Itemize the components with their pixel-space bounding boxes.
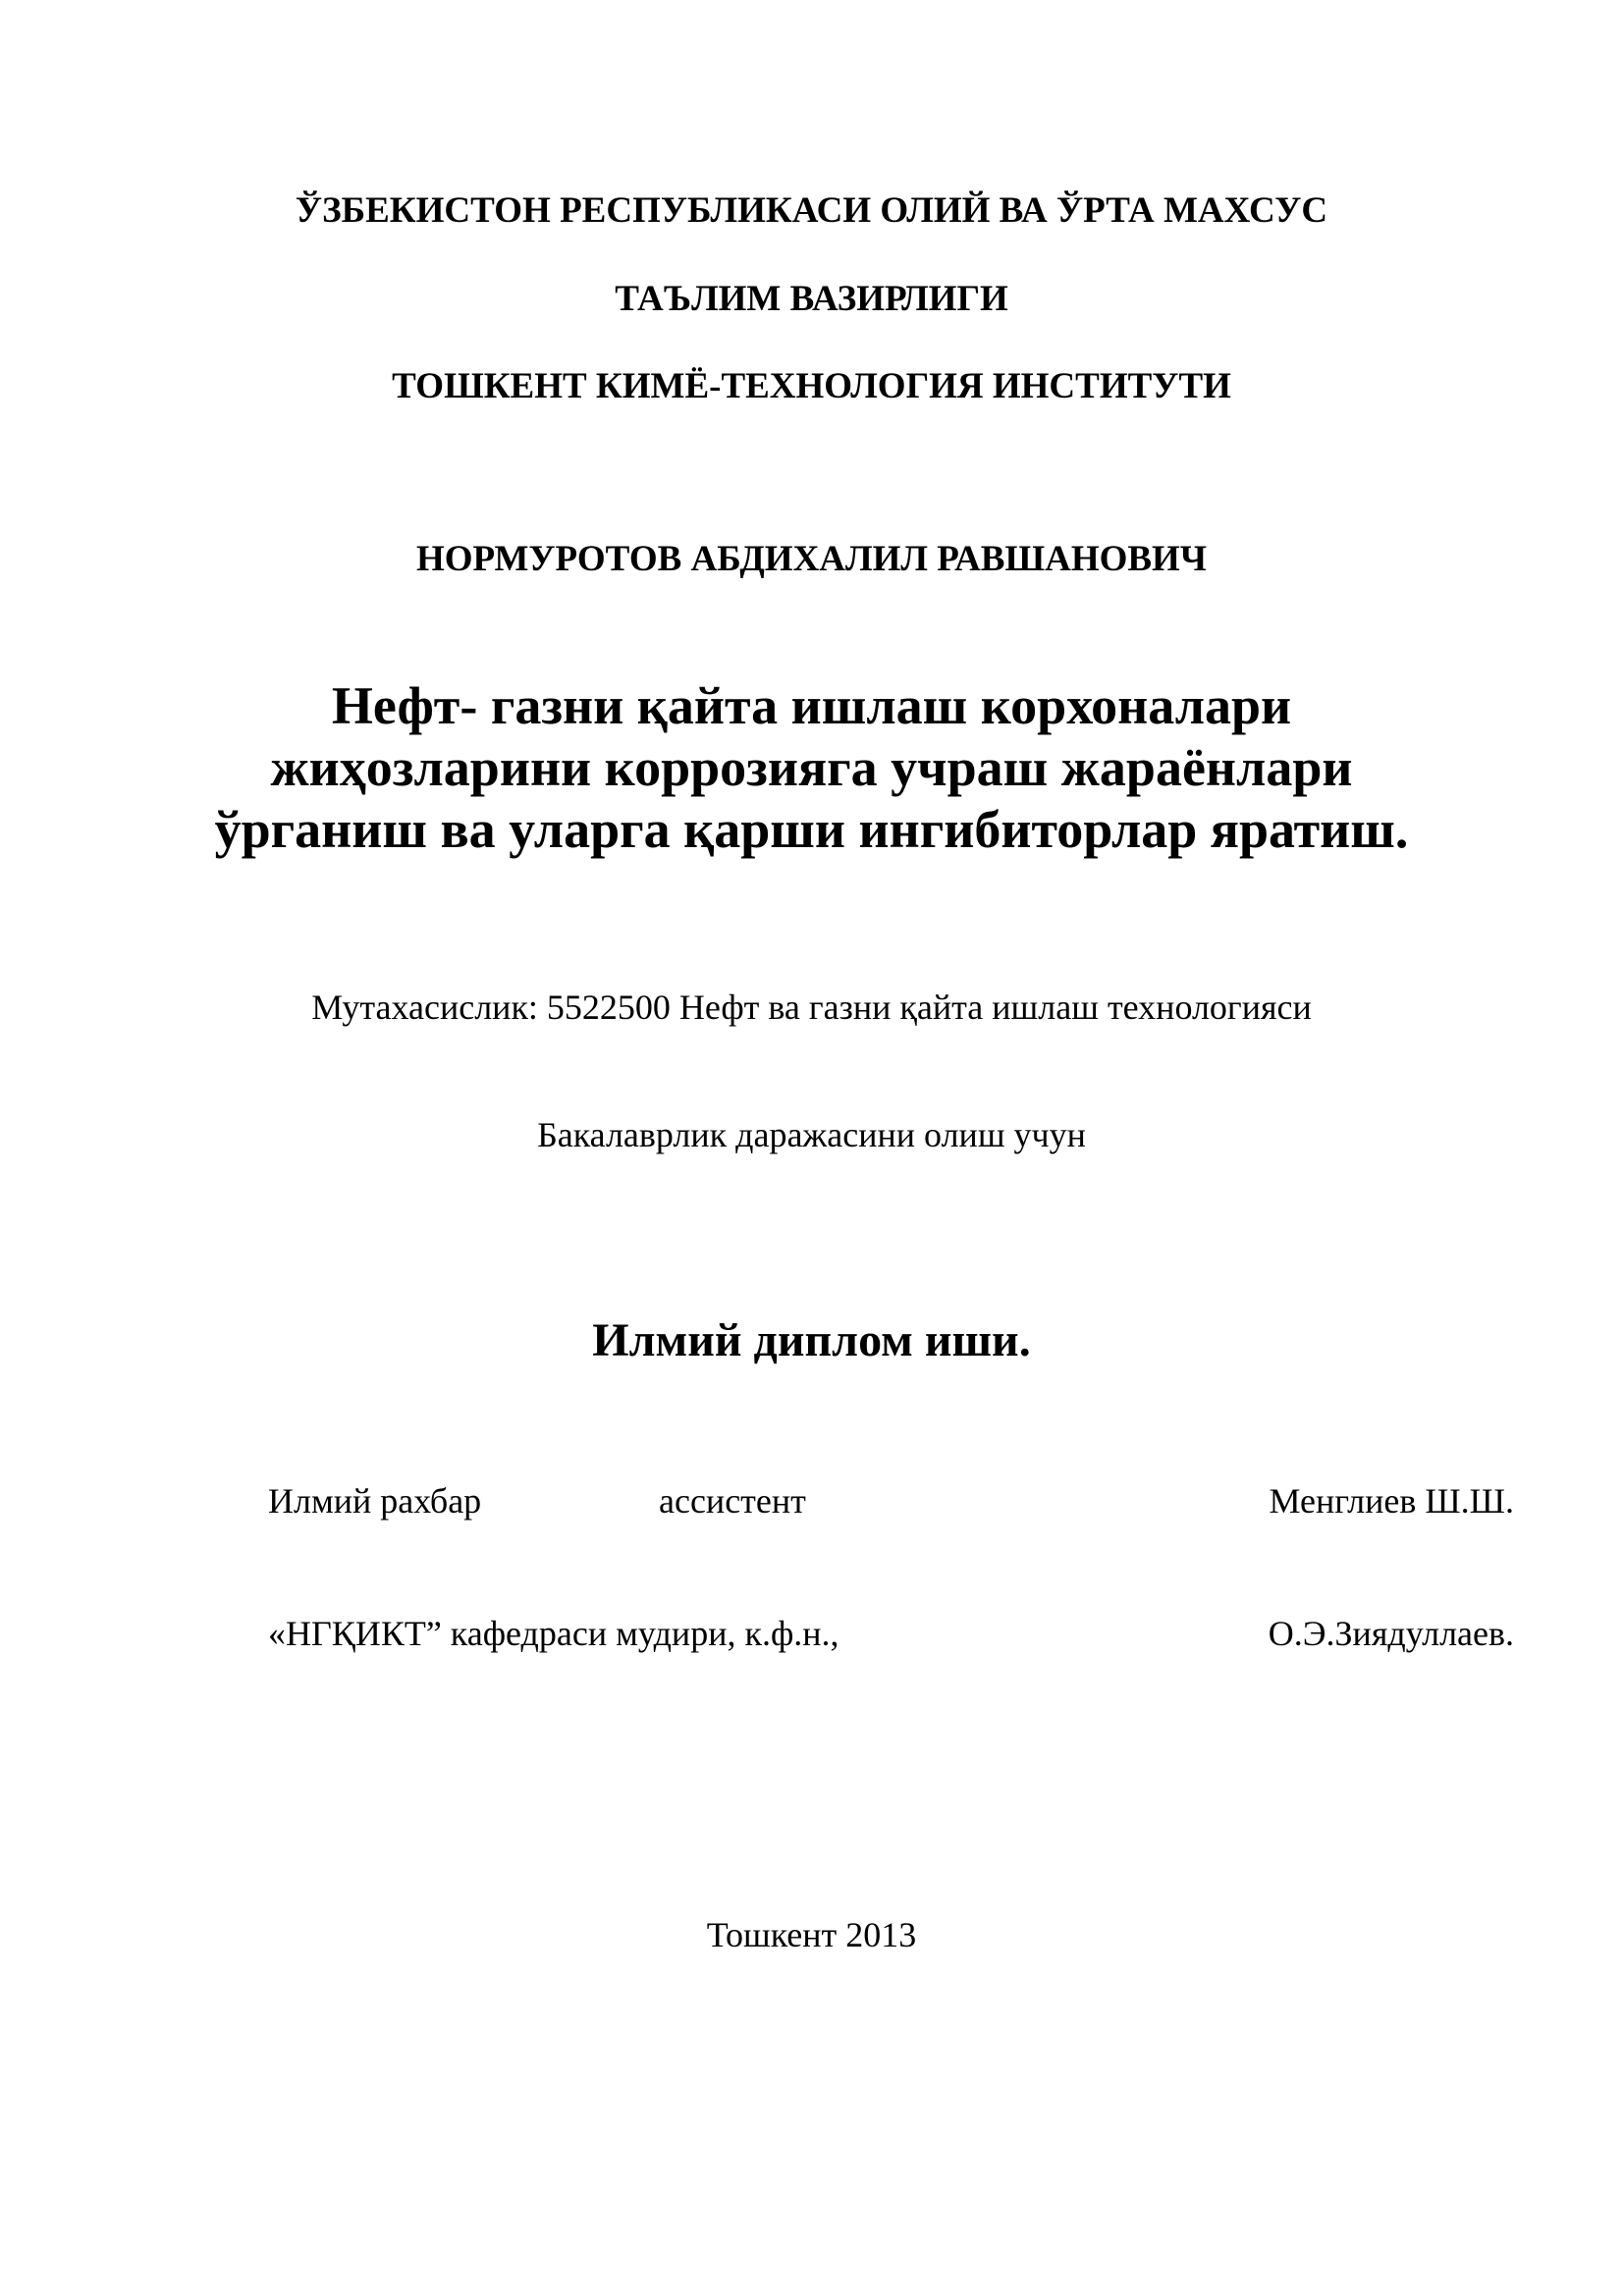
author-name: НОРМУРОТОВ АБДИХАЛИЛ РАВШАНОВИЧ xyxy=(415,539,1207,579)
ministry-line-1: ЎЗБЕКИСТОН РЕСПУБЛИКАСИ ОЛИЙ ВА ЎРТА МАХСУС xyxy=(295,190,1328,231)
city-year: Тошкент 2013 xyxy=(706,1915,917,1954)
supervisor-role: Илмий рахбар xyxy=(268,1481,482,1521)
thesis-title-line-1: Нефт- газни қайта ишлаш корхоналари xyxy=(331,676,1292,735)
supervisor-position: ассистент xyxy=(659,1481,806,1521)
institute-name: ТОШКЕНТ КИМЁ-ТЕХНОЛОГИЯ ИНСТИТУТИ xyxy=(392,366,1231,406)
thesis-title-line-2: жиҳозларини коррозияга учраш жараёнлари xyxy=(270,738,1353,797)
thesis-title-line-3: ўрганиш ва уларга қарши ингибиторлар яратиш. xyxy=(214,800,1409,859)
supervisor-name: Менглиев Ш.Ш. xyxy=(1269,1481,1514,1521)
specialty: Мутахасислик: 5522500 Нефт ва газни қайта ишлаш технологияси xyxy=(311,988,1312,1027)
department-head-name: О.Э.Зиядуллаев. xyxy=(1268,1614,1514,1653)
department-head-role: «НГҚИКТ” кафедраси мудири, к.ф.н., xyxy=(268,1614,839,1653)
degree-purpose: Бакалаврлик даражасини олиш учун xyxy=(537,1115,1086,1154)
ministry-line-2: ТАЪЛИМ ВАЗИРЛИГИ xyxy=(615,279,1008,319)
work-type: Илмий диплом иши. xyxy=(592,1314,1031,1366)
